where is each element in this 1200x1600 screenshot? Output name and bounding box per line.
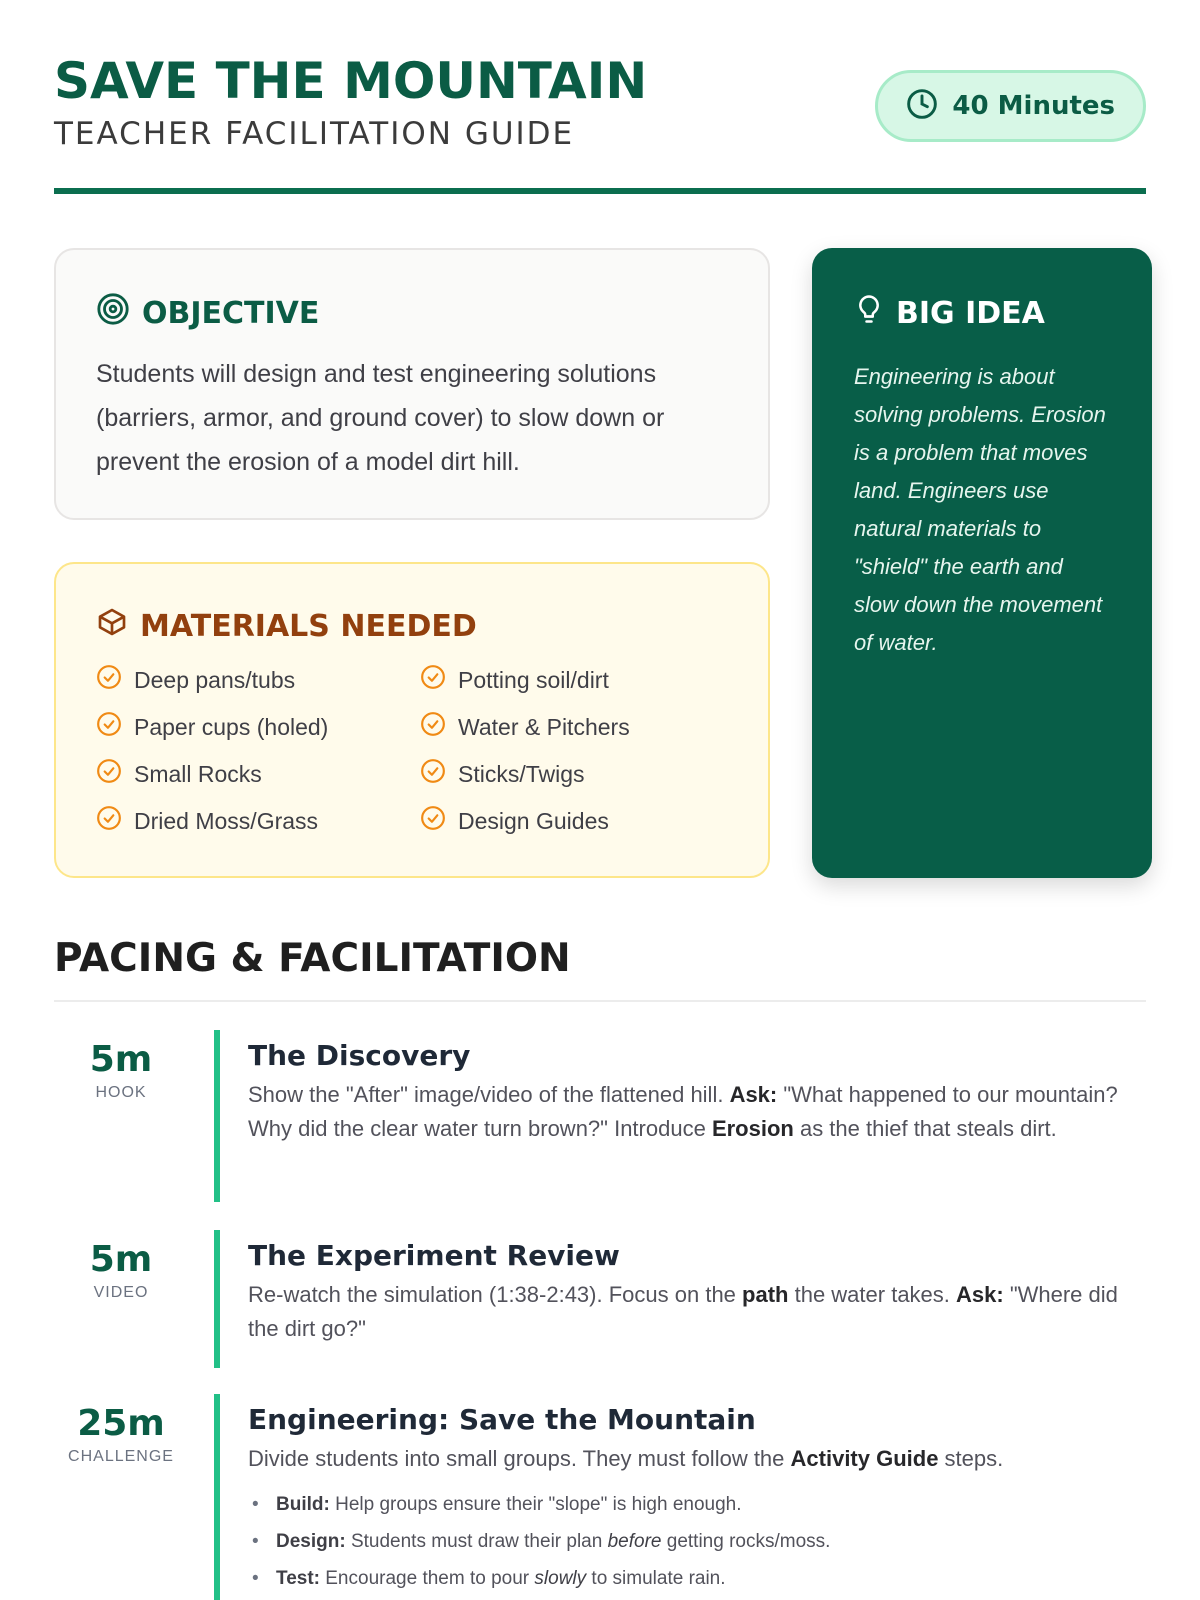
materials-card (54, 562, 770, 878)
step-duration: 25m (77, 1403, 165, 1444)
list-item: • Design: Students must draw their plan before getting rocks/moss. (248, 1523, 1148, 1560)
lightbulb-icon (854, 292, 884, 334)
step-timeline-bar (214, 1030, 220, 1202)
list-item: Deep pans/tubs (96, 664, 420, 696)
list-item: • Build: Help groups ensure their "slope" is high enough. (248, 1486, 1148, 1523)
objective-card (54, 248, 770, 520)
step-description: Show the "After" image/video of the flattened hill. Ask: "What happened to our mountain? Why did the clear water turn brown?" Introduce Erosion as the thief that steals dirt. (248, 1082, 1118, 1141)
step-duration: 5m (89, 1039, 153, 1080)
pacing-heading: PACING & FACILITATION (54, 936, 571, 981)
step-timeline-bar (214, 1394, 220, 1600)
step-checklist (248, 1486, 1148, 1597)
step-tag: VIDEO (93, 1284, 149, 1301)
list-item: Potting soil/dirt (420, 664, 740, 696)
box-icon (96, 606, 128, 646)
duration-badge (875, 70, 1146, 142)
list-item: Water & Pitchers (420, 711, 740, 743)
pacing-step-discovery (54, 1030, 1146, 1206)
step-title: The Discovery (248, 1039, 471, 1072)
duration-label: 40 Minutes (952, 91, 1115, 121)
step-timeline-bar (214, 1230, 220, 1368)
check-circle-icon (420, 711, 446, 743)
step-title: The Experiment Review (248, 1239, 620, 1272)
check-circle-icon (420, 758, 446, 790)
target-icon (96, 292, 130, 334)
clock-icon (906, 88, 938, 125)
check-circle-icon (96, 758, 122, 790)
step-duration: 5m (89, 1239, 153, 1280)
list-item: Dried Moss/Grass (96, 805, 420, 837)
list-item: Paper cups (holed) (96, 711, 420, 743)
list-item: Design Guides (420, 805, 740, 837)
step-description: Re-watch the simulation (1:38-2:43). Focus on the path the water takes. Ask: "Where did the dirt go?" (248, 1282, 1118, 1341)
objective-heading: OBJECTIVE (142, 295, 320, 331)
divider (54, 1000, 1146, 1002)
big-idea-text: Engineering is about solving problems. Erosion is a problem that moves land. Engineers use natural materials to "shield" the earth and slow down the movement of water. (854, 364, 1106, 655)
check-circle-icon (96, 711, 122, 743)
page-subtitle: TEACHER FACILITATION GUIDE (54, 116, 575, 152)
list-item: Small Rocks (96, 758, 420, 790)
header (54, 52, 1146, 194)
check-circle-icon (420, 805, 446, 837)
pacing-step-experiment-review (54, 1230, 1146, 1370)
check-circle-icon (96, 805, 122, 837)
step-title: Engineering: Save the Mountain (248, 1403, 756, 1436)
pacing-step-engineering (54, 1394, 1146, 1600)
step-tag: HOOK (95, 1084, 147, 1101)
step-tag: CHALLENGE (68, 1448, 174, 1465)
check-circle-icon (96, 664, 122, 696)
list-item: Sticks/Twigs (420, 758, 740, 790)
check-circle-icon (420, 664, 446, 696)
big-idea-heading: BIG IDEA (896, 295, 1045, 331)
big-idea-card (812, 248, 1152, 878)
materials-heading: MATERIALS NEEDED (140, 608, 477, 644)
materials-list (96, 664, 728, 837)
list-item: • Test: Encourage them to pour slowly to simulate rain. (248, 1560, 1148, 1597)
step-description: Divide students into small groups. They must follow the Activity Guide steps. (248, 1446, 1004, 1471)
objective-text: Students will design and test engineering solutions (barriers, armor, and ground cover) to slow down or prevent the erosion of a model dirt hill. (96, 360, 665, 476)
page-title: SAVE THE MOUNTAIN (54, 52, 648, 110)
